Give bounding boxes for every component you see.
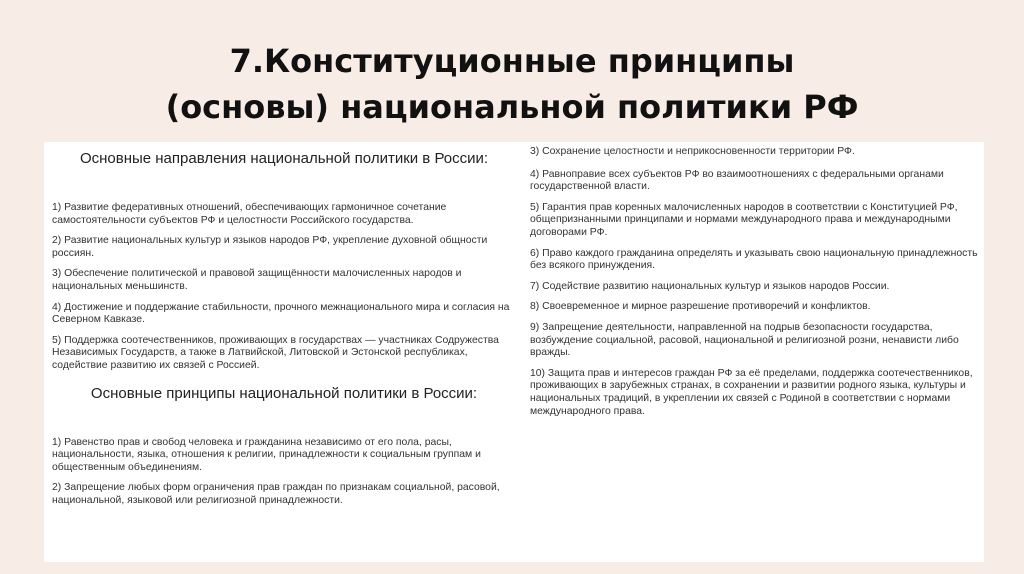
principle-item-8: 8) Своевременное и мирное разрешение противоречий и конфликтов. — [530, 301, 871, 313]
title-line-1: 7.Конституционные принципы — [229, 42, 795, 80]
direction-item-4: 4) Достижение и поддержание стабильности, прочного межнационального мира и согласия на Северном Кавказе. — [52, 301, 510, 326]
principle-item-1: 1) Равенство прав и свобод человека и гражданина независимо от его пола, расы, национальности, языка, отношения к религии, принадлежности к социальным группам и общественным объединениям. — [52, 436, 481, 473]
principle-item-9: 9) Запрещение деятельности, направленной на подрыв безопасности государства, возбуждение социальной, расовой, национальной и религиозной розни, ненависти либо вражды. — [530, 321, 959, 359]
principle-item-2: 2) Запрещение любых форм ограничения прав граждан по признакам социальной, расовой, национальной, языковой или религиозной принадлежности. — [52, 482, 500, 506]
principle-item-5: 5) Гарантия прав коренных малочисленных народов в соответствии с Конституцией РФ, общепризнанными принципами и нормами международного права и международными договорами РФ. — [530, 201, 958, 238]
principle-item-7: 7) Содействие развитию национальных культур и языков народов России. — [530, 280, 890, 292]
principle-item-6: 6) Право каждого гражданина определять и указывать свою национальную принадлежность без всякого принуждения. — [530, 247, 978, 272]
direction-item-1: 1) Развитие федеративных отношений, обеспечивающих гармоничное сочетание самостоятельности субъектов РФ и целостности Российского государства. — [52, 202, 447, 226]
slide-title — [0, 38, 1024, 130]
direction-item-5: 5) Поддержка соотечественников, проживающих в государствах — участниках Содружества Независимых Государств, а также в Латвийской, Литовской и Эстонской республиках, содействие развитию их связей с Россией. — [52, 334, 499, 371]
direction-item-2: 2) Развитие национальных культур и языков народов РФ, укрепление духовной общности россиян. — [52, 235, 488, 259]
direction-item-3: 3) Обеспечение политической и правовой защищённости малочисленных народов и национальных меньшинств. — [52, 268, 462, 292]
principle-item-3: 3) Сохранение целостности и неприкосновенности территории РФ. — [530, 146, 855, 157]
directions-heading: Основные направления национальной политики в России: — [79, 150, 489, 167]
title-line-2: (основы) национальной политики РФ — [165, 88, 859, 126]
principle-item-4: 4) Равноправие всех субъектов РФ во взаимоотношениях с федеральными органами государственной власти. — [530, 168, 944, 193]
principle-item-10: 10) Защита прав и интересов граждан РФ за её пределами, поддержка соотечественников, проживающих в зарубежных странах, в сохранении и развитии родного языка, культуры и национальных традиций, в укреплении их связей с Родиной в соответствии с нормами международного права. — [530, 367, 973, 417]
right-column — [524, 142, 984, 562]
left-column — [44, 142, 524, 562]
principles-heading: Основные принципы национальной политики в России: — [90, 384, 478, 402]
